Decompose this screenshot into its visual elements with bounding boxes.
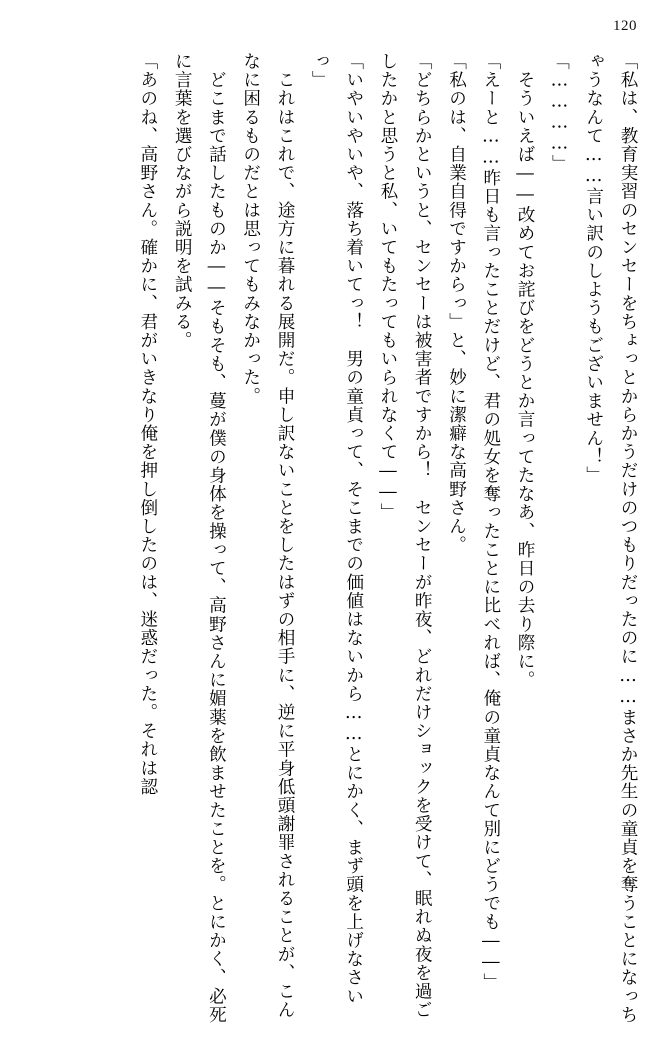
page-number: 120 bbox=[613, 18, 637, 34]
paragraph: 「えーと……昨日も言ったことだけど、君の処女を奪ったことに比べれば、俺の童貞なんて別にどうでも――」 bbox=[480, 52, 501, 992]
paragraph: そういえば――改めてお詫びをどうとか言ってたなあ、昨日の去り際に。 bbox=[515, 52, 536, 690]
paragraph: 「私のは、自業自得ですからっ」と、妙に潔癖な高野さん。 bbox=[446, 52, 467, 555]
paragraph: 「…………」 bbox=[549, 52, 570, 174]
paragraph: どこまで話したものか――そもそも、蔓が僕の身体を操って、高野さんに媚薬を飲ませたことを。とにかく、必死に言葉を選びながら説明を試みる。 bbox=[172, 52, 227, 1024]
page-header bbox=[24, 18, 645, 48]
paragraph: 「私は、教育実習のセンセーをちょっとからかうだけのつもりだったのに……まさか先生の童貞を奪うことになっちゃうなんて……言い訳のしようもございません！」 bbox=[583, 52, 638, 1024]
paragraph: 「どちらかというと、センセーは被害者ですから！ センセーが昨夜、どれだけショックを受けて、眠れぬ夜を過ごしたかと思うと私、いてもたってもいられなくて――」 bbox=[377, 52, 433, 1020]
paragraph: これはこれで、途方に暮れる展開だ。申し訳ないことをしたはずの相手に、逆に平身低頭謝罪されることが、こんなに困るものだとは思ってもみなかった。 bbox=[240, 52, 296, 1020]
paragraph: 「あのね、高野さん。確かに、君がいきなり俺を押し倒したのは、迷惑だった。それは認 bbox=[137, 52, 158, 796]
novel-text-body bbox=[24, 48, 645, 1030]
paragraph: 「いやいやいや、落ち着いてっ！ 男の童貞って、そこまでの価値はないから……とにかく、まず頭を上げなさいっ」 bbox=[309, 52, 364, 1006]
